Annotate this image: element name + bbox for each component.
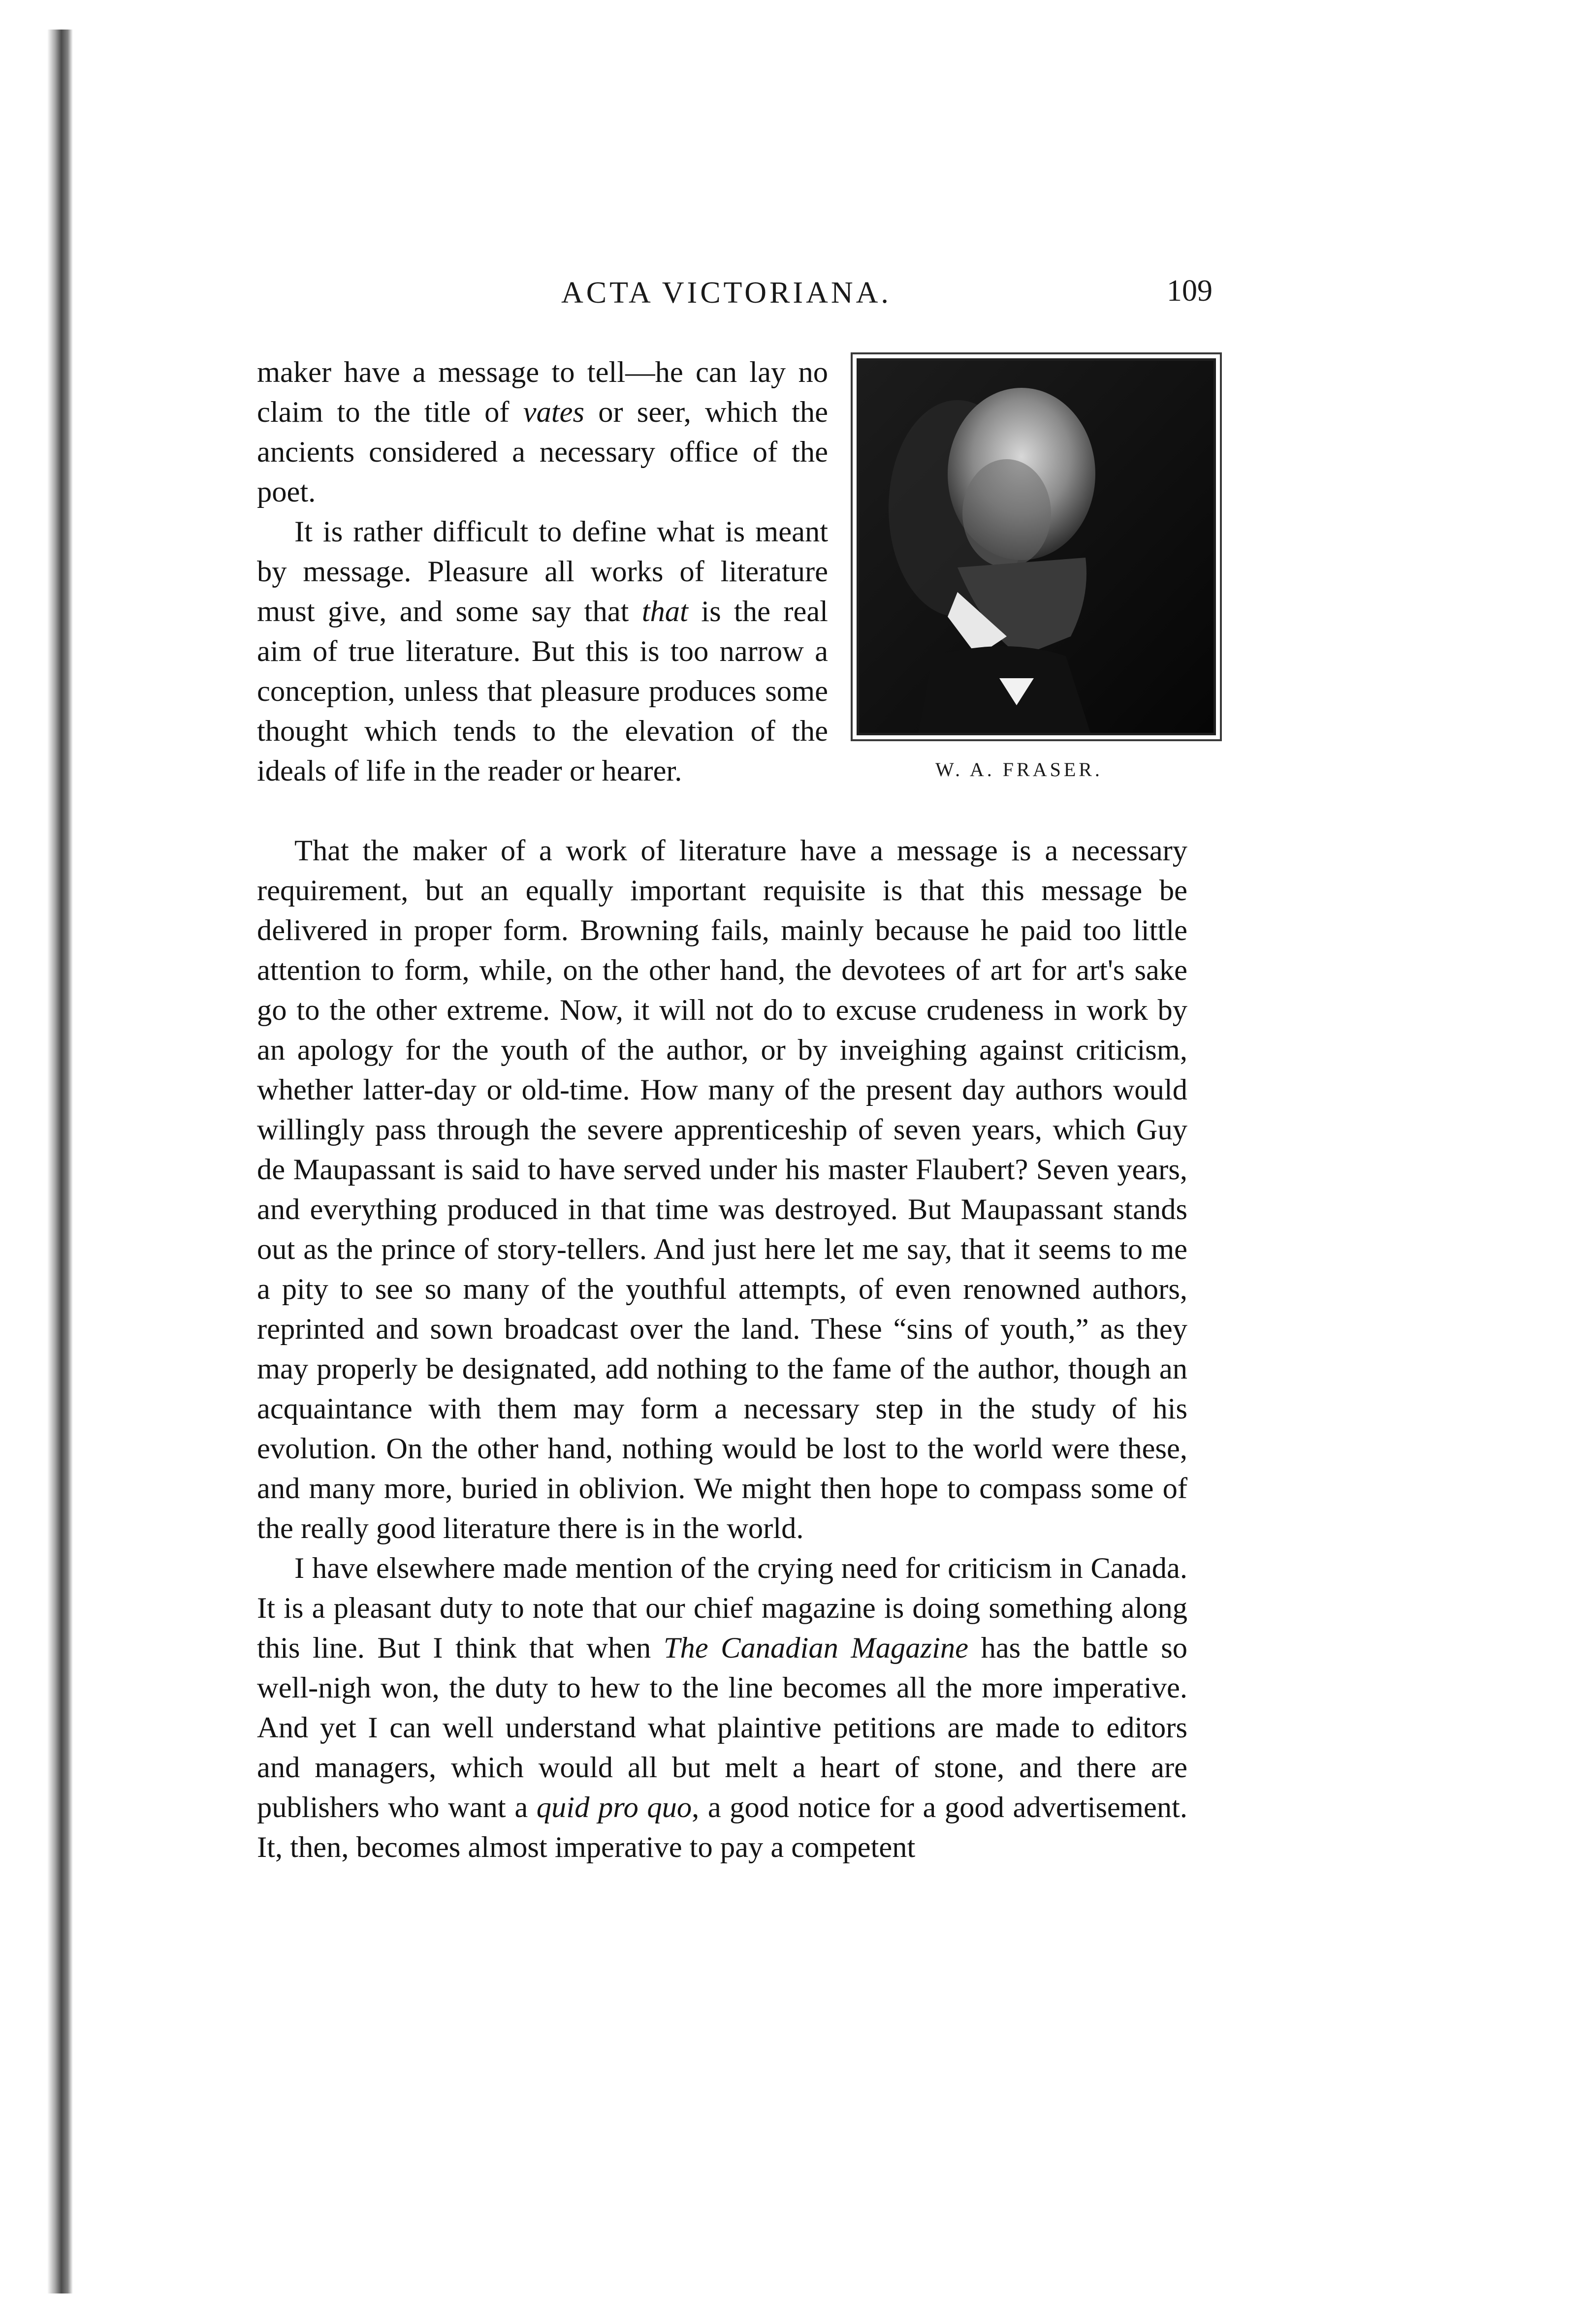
paragraph-4-rest: , a good notice for a good advertisement. It, then, becomes almost imperative to pay a competent	[257, 1791, 1188, 1864]
paragraph-4-middle: has the battle so well-nigh won, the duty to hew to the line becomes all the more imperative. And yet I can well understand what plaintive petitions are made to editors and managers, which would all but melt a heart of stone, and there are publishers who want a	[257, 1632, 1187, 1824]
paragraph-2-text: It is rather difficult to define what is meant by message. Pleasure all works of literature must give, and some say that	[257, 515, 828, 628]
paragraph-1-rest: or seer, which the ancients considered a necessary office of the poet.	[257, 396, 828, 508]
text-column-narrow	[257, 352, 828, 791]
paragraph-4-text: I have elsewhere made mention of the crying need for criticism in Canada. It is a pleasant duty to note that our chief magazine is doing something along this line. But I think that when	[257, 1552, 1187, 1664]
paragraph-1-text: maker have a message to tell—he can lay no claim to the title of	[257, 356, 828, 429]
portrait-photo	[857, 358, 1216, 735]
paragraph-2-rest: is the real aim of true literature. But this is too narrow a conception, unless that pleasure produces some thought which tends to the elevation of the ideals of life in the reader or hearer.	[257, 595, 828, 787]
paragraph-2	[257, 512, 828, 791]
paragraph-4	[257, 1548, 1187, 1867]
paragraph-1	[257, 352, 828, 512]
italic-that: that	[641, 595, 688, 628]
italic-vates: vates	[523, 396, 585, 429]
italic-canadian-magazine: The Canadian Magazine	[663, 1632, 969, 1664]
figure-caption: W. A. FRASER.	[935, 758, 1103, 781]
running-title: ACTA VICTORIANA.	[561, 276, 892, 310]
italic-quid-pro-quo: quid pro quo	[536, 1791, 692, 1824]
portrait-illustration	[859, 361, 1213, 733]
page-number: 109	[1167, 274, 1213, 308]
binding-edge	[47, 30, 73, 2293]
paragraph-3: That the maker of a work of literature have a message is a necessary requirement, but an equally important requisite is that this message be delivered in proper form. Browning fails, mainly because he paid too little attention to form, while, on the other hand, the devotees of art for art's sake go to the other extreme. Now, it will not do to excuse crudeness in work by an apology for the youth of the author, or by inveighing against criticism, whether latter-day or old-time. How many of the present day authors would willingly pass through the severe apprenticeship of seven years, which Guy de Maupassant is said to have served under his master Flaubert? Seven years, and everything produced in that time was destroyed. But Maupassant stands out as the prince of story-tellers. And just here let me say, that it seems to me a pity to see so many of the youthful attempts, of even renowned authors, reprinted and sown broadcast over the land. These “sins of youth,” as they may properly be designated, add nothing to the fame of the author, though an acquaintance with them may form a necessary step in the study of his evolution. On the other hand, nothing would be lost to the world were these, and many more, buried in oblivion. We might then hope to compass some of the really good literature there is in the world.	[257, 834, 1187, 1545]
text-column-wide	[257, 831, 1187, 1867]
